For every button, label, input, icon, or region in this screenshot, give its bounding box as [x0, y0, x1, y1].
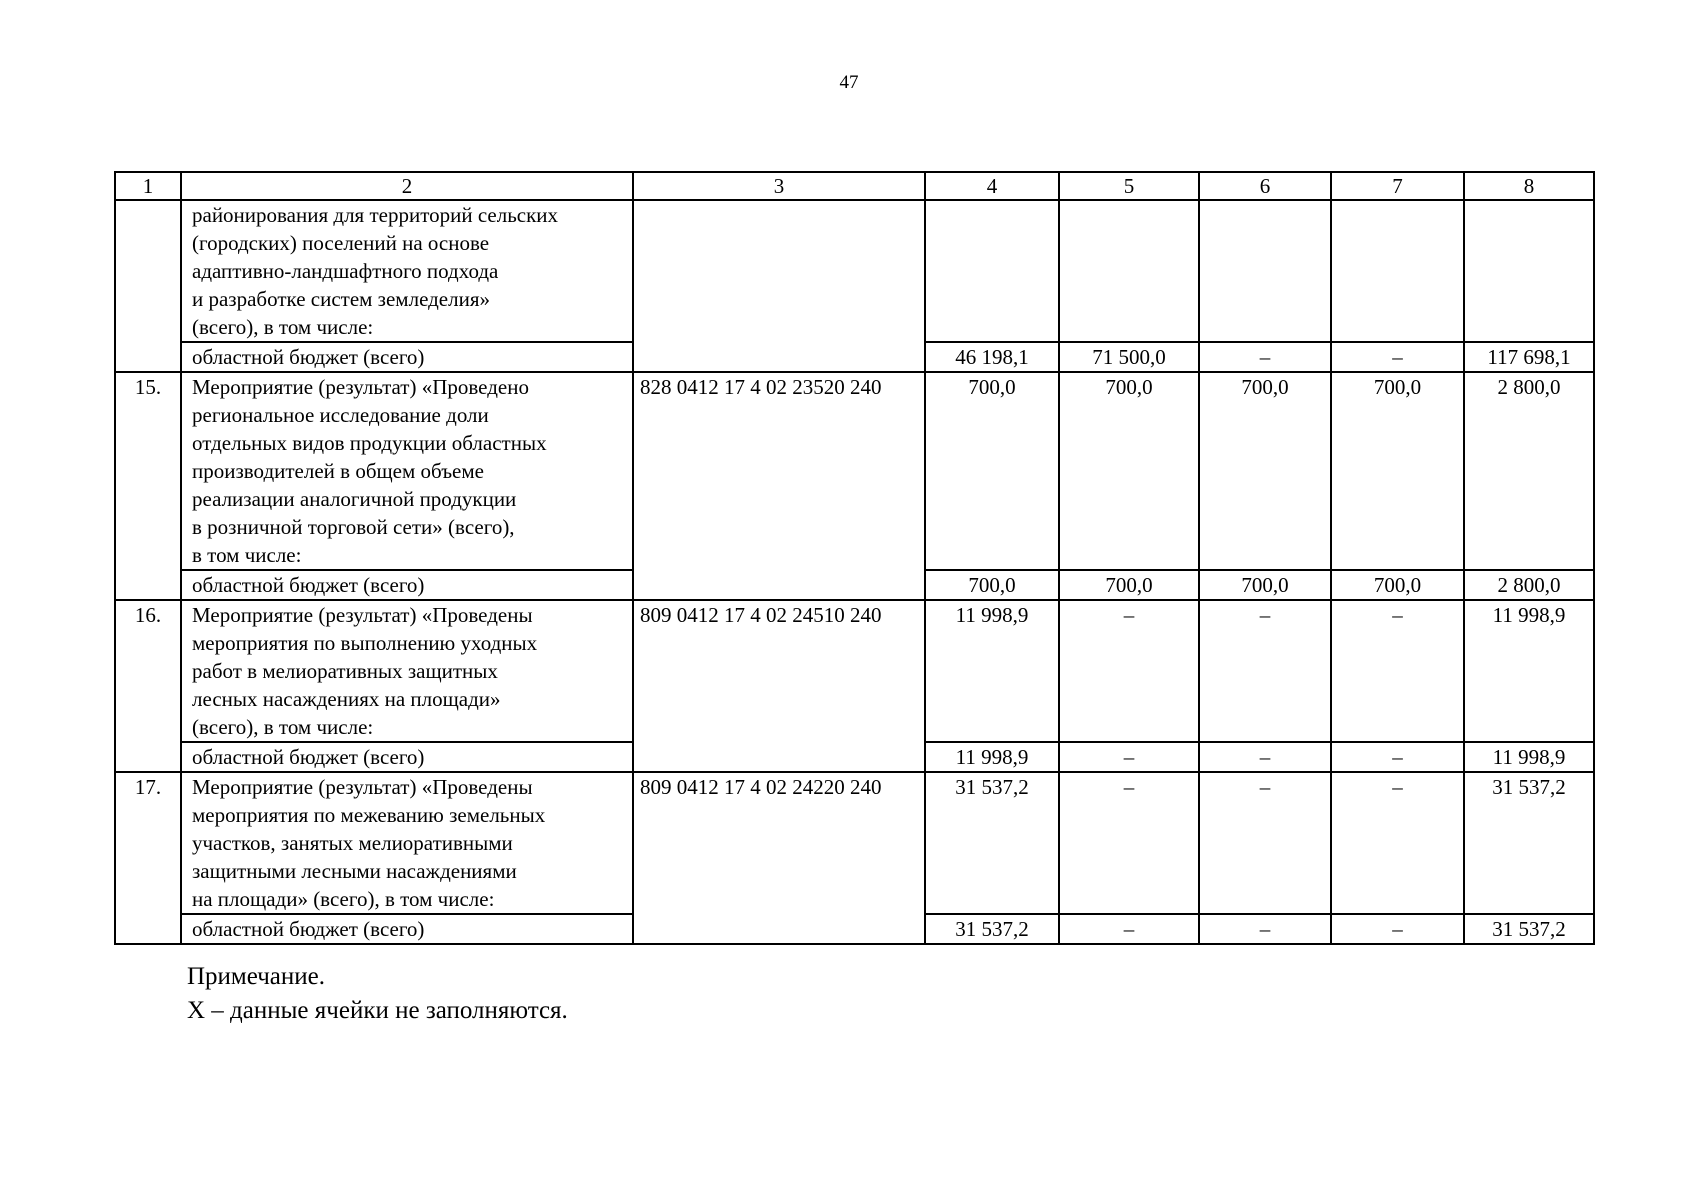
budget-code: 828 0412 17 4 02 23520 240	[633, 372, 925, 600]
budget-code: 809 0412 17 4 02 24220 240	[633, 772, 925, 944]
sub-label: областной бюджет (всего)	[181, 914, 633, 944]
value-cell: 2 800,0	[1464, 570, 1594, 600]
column-header: 4	[925, 172, 1059, 200]
sub-label: областной бюджет (всего)	[181, 742, 633, 772]
value-cell	[1059, 200, 1199, 342]
table-row	[115, 372, 1594, 570]
value-cell: –	[1331, 342, 1464, 372]
value-cell: –	[1331, 742, 1464, 772]
value-cell: 700,0	[925, 570, 1059, 600]
value-cell: 31 537,2	[1464, 914, 1594, 944]
column-header: 6	[1199, 172, 1331, 200]
budget-code	[633, 200, 925, 372]
note-block	[187, 960, 568, 1028]
value-cell: 31 537,2	[1464, 772, 1594, 914]
value-cell: 700,0	[1199, 372, 1331, 570]
budget-table	[114, 171, 1595, 945]
value-cell: 11 998,9	[925, 742, 1059, 772]
value-cell: –	[1199, 600, 1331, 742]
row-number: 15.	[115, 372, 181, 600]
budget-code: 809 0412 17 4 02 24510 240	[633, 600, 925, 772]
table-header-row	[115, 172, 1594, 200]
value-cell: –	[1059, 742, 1199, 772]
column-header: 3	[633, 172, 925, 200]
value-cell: 2 800,0	[1464, 372, 1594, 570]
value-cell: 11 998,9	[925, 600, 1059, 742]
row-number: 17.	[115, 772, 181, 944]
value-cell: –	[1059, 600, 1199, 742]
sub-label: областной бюджет (всего)	[181, 570, 633, 600]
value-cell: 700,0	[1059, 372, 1199, 570]
value-cell: –	[1199, 914, 1331, 944]
value-cell	[1331, 200, 1464, 342]
table-row	[115, 200, 1594, 342]
value-cell: –	[1199, 742, 1331, 772]
value-cell: 700,0	[925, 372, 1059, 570]
value-cell	[1464, 200, 1594, 342]
sub-label: областной бюджет (всего)	[181, 342, 633, 372]
table-row	[115, 772, 1594, 914]
value-cell: 11 998,9	[1464, 600, 1594, 742]
page-number: 47	[839, 72, 859, 93]
column-header: 2	[181, 172, 633, 200]
value-cell: –	[1331, 600, 1464, 742]
table-row	[115, 600, 1594, 742]
value-cell: 11 998,9	[1464, 742, 1594, 772]
value-cell: 700,0	[1331, 570, 1464, 600]
note-title: Примечание.	[187, 963, 326, 990]
value-cell: –	[1059, 772, 1199, 914]
value-cell: 46 198,1	[925, 342, 1059, 372]
row-number: 16.	[115, 600, 181, 772]
value-cell: 31 537,2	[925, 914, 1059, 944]
measure-name: Мероприятие (результат) «Проведены мероприятия по межеванию земельных участков, занятых мелиоративными защитными лесными насаждениями на площади» (всего), в том числе:	[181, 772, 633, 914]
note-text: Х – данные ячейки не заполняются.	[187, 997, 568, 1024]
value-cell: 700,0	[1059, 570, 1199, 600]
column-header: 8	[1464, 172, 1594, 200]
value-cell: –	[1331, 914, 1464, 944]
value-cell	[925, 200, 1059, 342]
value-cell: –	[1331, 772, 1464, 914]
value-cell: 117 698,1	[1464, 342, 1594, 372]
row-number	[115, 200, 181, 372]
value-cell: 700,0	[1199, 570, 1331, 600]
value-cell: –	[1059, 914, 1199, 944]
column-header: 7	[1331, 172, 1464, 200]
value-cell: 700,0	[1331, 372, 1464, 570]
column-header: 1	[115, 172, 181, 200]
value-cell: –	[1199, 772, 1331, 914]
value-cell: 31 537,2	[925, 772, 1059, 914]
value-cell: 71 500,0	[1059, 342, 1199, 372]
measure-name: Мероприятие (результат) «Проведено региональное исследование доли отдельных видов продукции областных производителей в общем объеме реализации аналогичной продукции в розничной торговой сети» (всего), в том числе:	[181, 372, 633, 570]
value-cell	[1199, 200, 1331, 342]
column-header: 5	[1059, 172, 1199, 200]
measure-name: районирования для территорий сельских (городских) поселений на основе адаптивно-ландшафтного подхода и разработке систем земледелия» (всего), в том числе:	[181, 200, 633, 342]
measure-name: Мероприятие (результат) «Проведены мероприятия по выполнению уходных работ в мелиоративных защитных лесных насаждениях на площади» (всего), в том числе:	[181, 600, 633, 742]
value-cell: –	[1199, 342, 1331, 372]
